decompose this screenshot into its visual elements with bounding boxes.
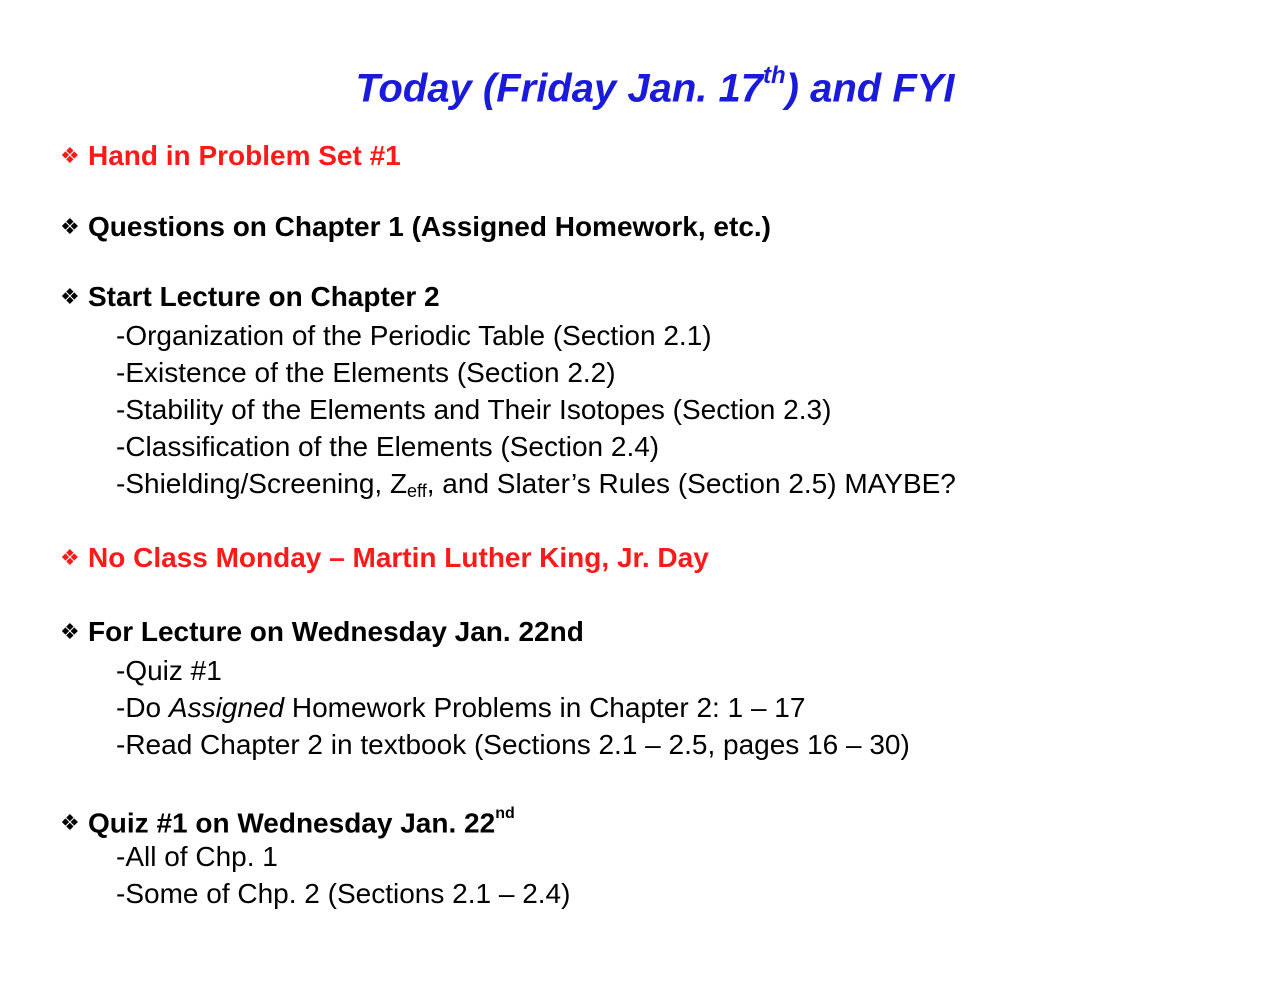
sub-item-text: -Shielding/Screening, Z	[116, 468, 408, 499]
bullet-text: Start Lecture on Chapter 2	[88, 281, 440, 312]
title-text-end: ) and FYI	[785, 66, 955, 111]
sub-item: -Existence of the Elements (Section 2.2)	[116, 357, 616, 388]
sub-item-text-end: Homework Problems in Chapter 2: 1 – 17	[284, 692, 806, 723]
title-text: Today (Friday Jan. 17	[355, 66, 763, 111]
sub-item: -Read Chapter 2 in textbook (Sections 2.1 – 2.5, pages 16 – 30)	[116, 729, 910, 760]
subscript-eff: eff	[407, 481, 427, 501]
diamond-bullet-icon: ❖	[60, 143, 80, 168]
bullet-text: No Class Monday – Martin Luther King, Jr. Day	[88, 542, 709, 573]
sub-item: -Stability of the Elements and Their Isotopes (Section 2.3)	[116, 394, 832, 425]
bullet-start-lecture	[60, 279, 440, 317]
sub-item: -Quiz #1	[116, 655, 222, 686]
bullet-no-class	[60, 540, 709, 578]
bullet-text: For Lecture on Wednesday Jan. 22nd	[88, 616, 584, 647]
sub-item-text-end: , and Slater’s Rules (Section 2.5) MAYBE?	[426, 468, 956, 499]
diamond-bullet-icon: ❖	[60, 810, 80, 836]
sub-item-shielding	[116, 466, 956, 505]
sub-item-text: -Do	[116, 692, 169, 723]
title-superscript: th	[763, 62, 786, 89]
bullet-quiz	[60, 800, 515, 843]
bullet-text: Quiz #1 on Wednesday Jan. 22	[88, 807, 496, 839]
diamond-bullet-icon: ❖	[60, 545, 80, 570]
sub-item-italic: Assigned	[168, 692, 285, 723]
sub-item: -All of Chp. 1	[116, 841, 278, 872]
bullet-text: Hand in Problem Set #1	[88, 140, 401, 171]
sub-item: -Classification of the Elements (Section 2.4)	[116, 431, 660, 462]
diamond-bullet-icon: ❖	[60, 619, 80, 644]
bullet-hand-in	[60, 138, 401, 176]
sub-item: -Some of Chp. 2 (Sections 2.1 – 2.4)	[116, 878, 571, 909]
sub-item-do-assigned	[116, 690, 805, 726]
bullet-questions	[60, 209, 771, 247]
sub-item: -Organization of the Periodic Table (Section 2.1)	[116, 320, 712, 351]
page-title	[0, 50, 1280, 118]
bullet-wednesday-lecture	[60, 614, 584, 652]
diamond-bullet-icon: ❖	[60, 214, 80, 239]
bullet-text: Questions on Chapter 1 (Assigned Homework, etc.)	[88, 211, 772, 242]
diamond-bullet-icon: ❖	[60, 284, 80, 309]
quiz-superscript: nd	[495, 805, 515, 822]
